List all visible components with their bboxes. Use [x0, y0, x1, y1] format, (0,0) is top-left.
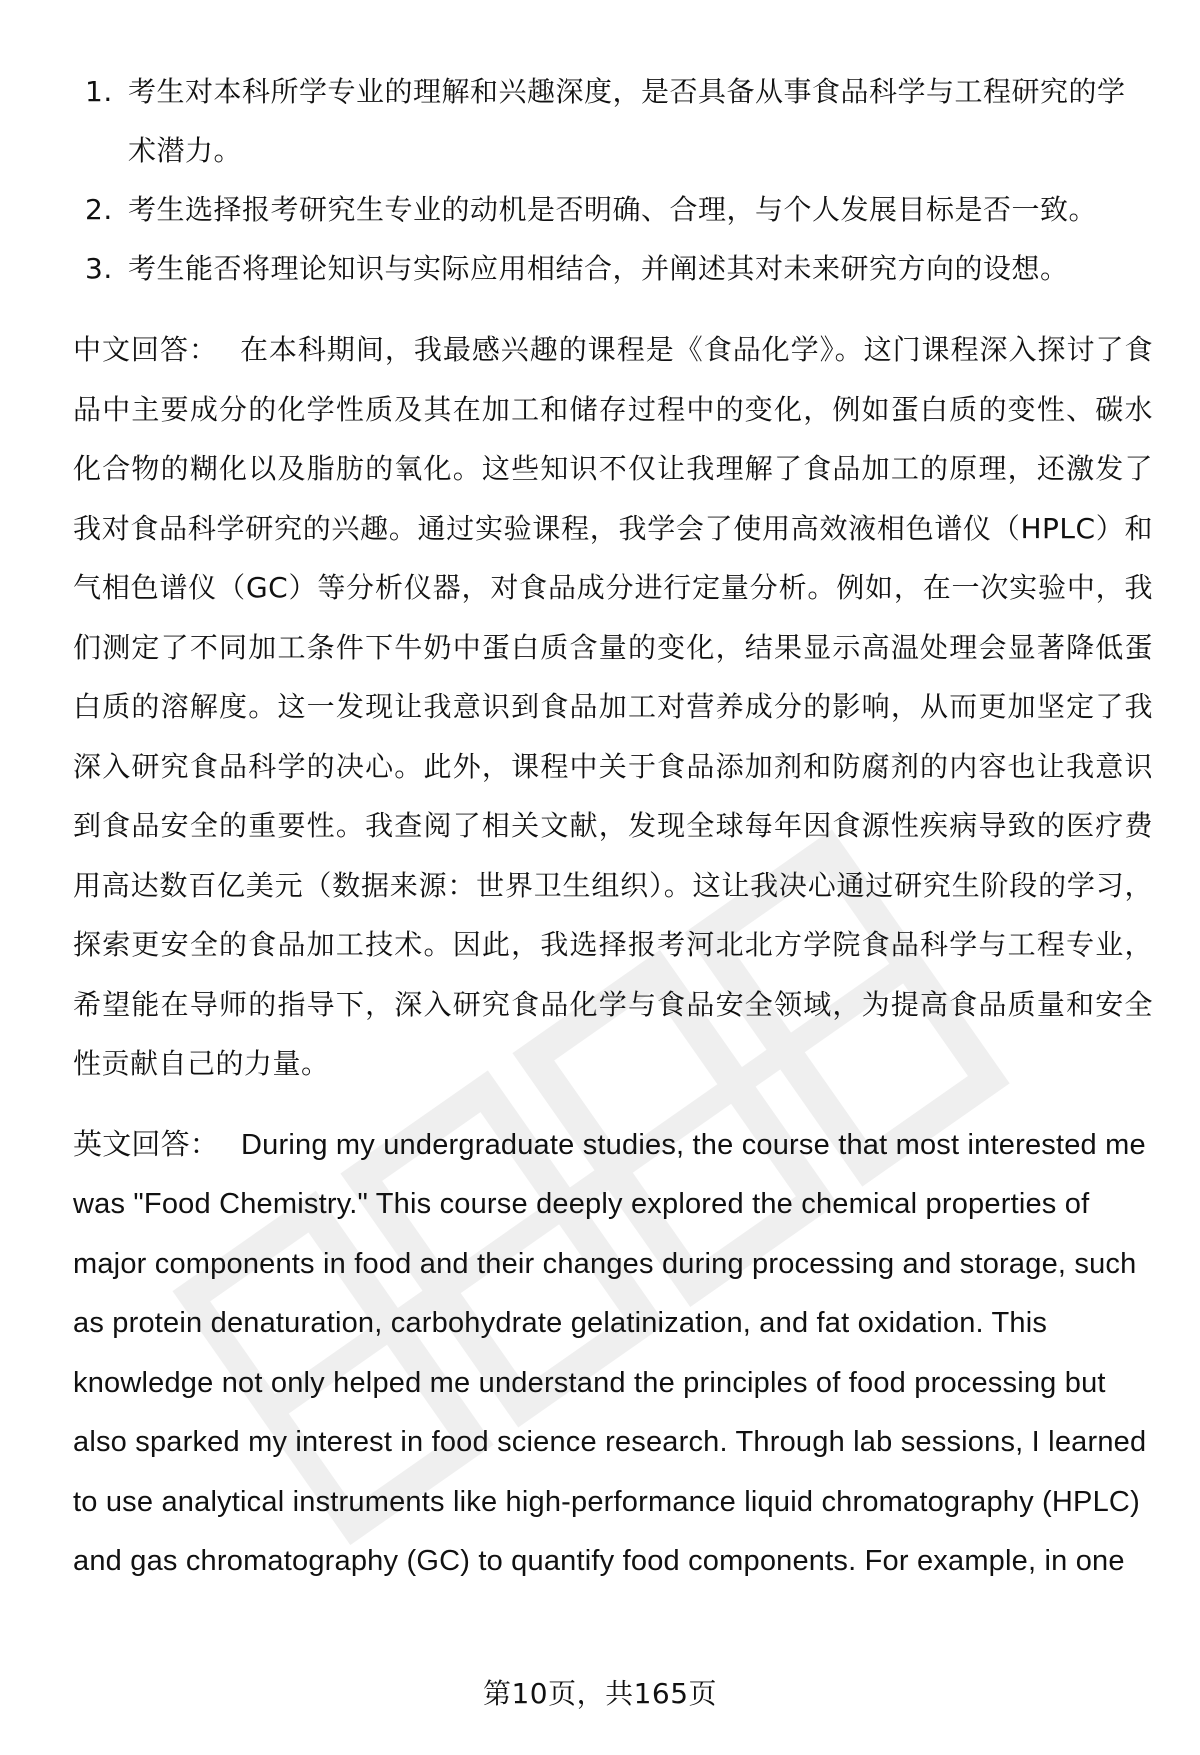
criteria-text: 考生能否将理论知识与实际应用相结合，并阐述其对未来研究方向的设想。 — [128, 252, 1069, 285]
criteria-item — [73, 180, 1153, 239]
criteria-item — [73, 239, 1153, 298]
chinese-answer-label: 中文回答： — [73, 333, 218, 366]
chinese-answer — [73, 320, 1153, 1094]
criteria-list — [73, 62, 1153, 298]
criteria-text: 考生对本科所学专业的理解和兴趣深度，是否具备从事食品科学与工程研究的学术潜力。 — [128, 75, 1126, 167]
english-answer-label: 英文回答： — [73, 1128, 220, 1161]
page-number: 第10页，共165页 — [482, 1677, 718, 1710]
criteria-text: 考生选择报考研究生专业的动机是否明确、合理，与个人发展目标是否一致。 — [128, 193, 1098, 226]
english-answer-text: During my undergraduate studies, the course that most interested me was "Food Chemistry." This course deeply explored the chemical properties of major components in food and their changes during processing and storage, such as protein denaturation, carbohydrate gelatinization, and fat oxidation. This knowledge not only helped me understand the principles of food processing but also sparked my interest in food science research. Through lab sessions, I learned to use analytical instruments like high-performance liquid chromatography (HPLC) and gas chromatography (GC) to quantify food components. For example, in one — [73, 1128, 1147, 1577]
criteria-number: 3. — [85, 252, 113, 285]
criteria-number: 2. — [85, 193, 113, 226]
chinese-answer-text: 在本科期间，我最感兴趣的课程是《食品化学》。这门课程深入探讨了食品中主要成分的化学性质及其在加工和储存过程中的变化，例如蛋白质的变性、碳水化合物的糊化以及脂肪的氧化。这些知识不仅让我理解了食品加工的原理，还激发了我对食品科学研究的兴趣。通过实验课程，我学会了使用高效液相色谱仪（HPLC）和气相色谱仪（GC）等分析仪器，对食品成分进行定量分析。例如，在一次实验中，我们测定了不同加工条件下牛奶中蛋白质含量的变化，结果显示高温处理会显著降低蛋白质的溶解度。这一发现让我意识到食品加工对营养成分的影响，从而更加坚定了我深入研究食品科学的决心。此外，课程中关于食品添加剂和防腐剂的内容也让我意识到食品安全的重要性。我查阅了相关文献，发现全球每年因食源性疾病导致的医疗费用高达数百亿美元（数据来源：世界卫生组织）。这让我决心通过研究生阶段的学习，探索更安全的食品加工技术。因此，我选择报考河北北方学院食品科学与工程专业，希望能在导师的指导下，深入研究食品化学与食品安全领域，为提高食品质量和安全性贡献自己的力量。 — [73, 333, 1153, 1080]
criteria-number: 1. — [85, 75, 113, 108]
english-answer — [73, 1116, 1153, 1592]
criteria-item — [73, 62, 1153, 180]
page-content — [73, 62, 1153, 1592]
